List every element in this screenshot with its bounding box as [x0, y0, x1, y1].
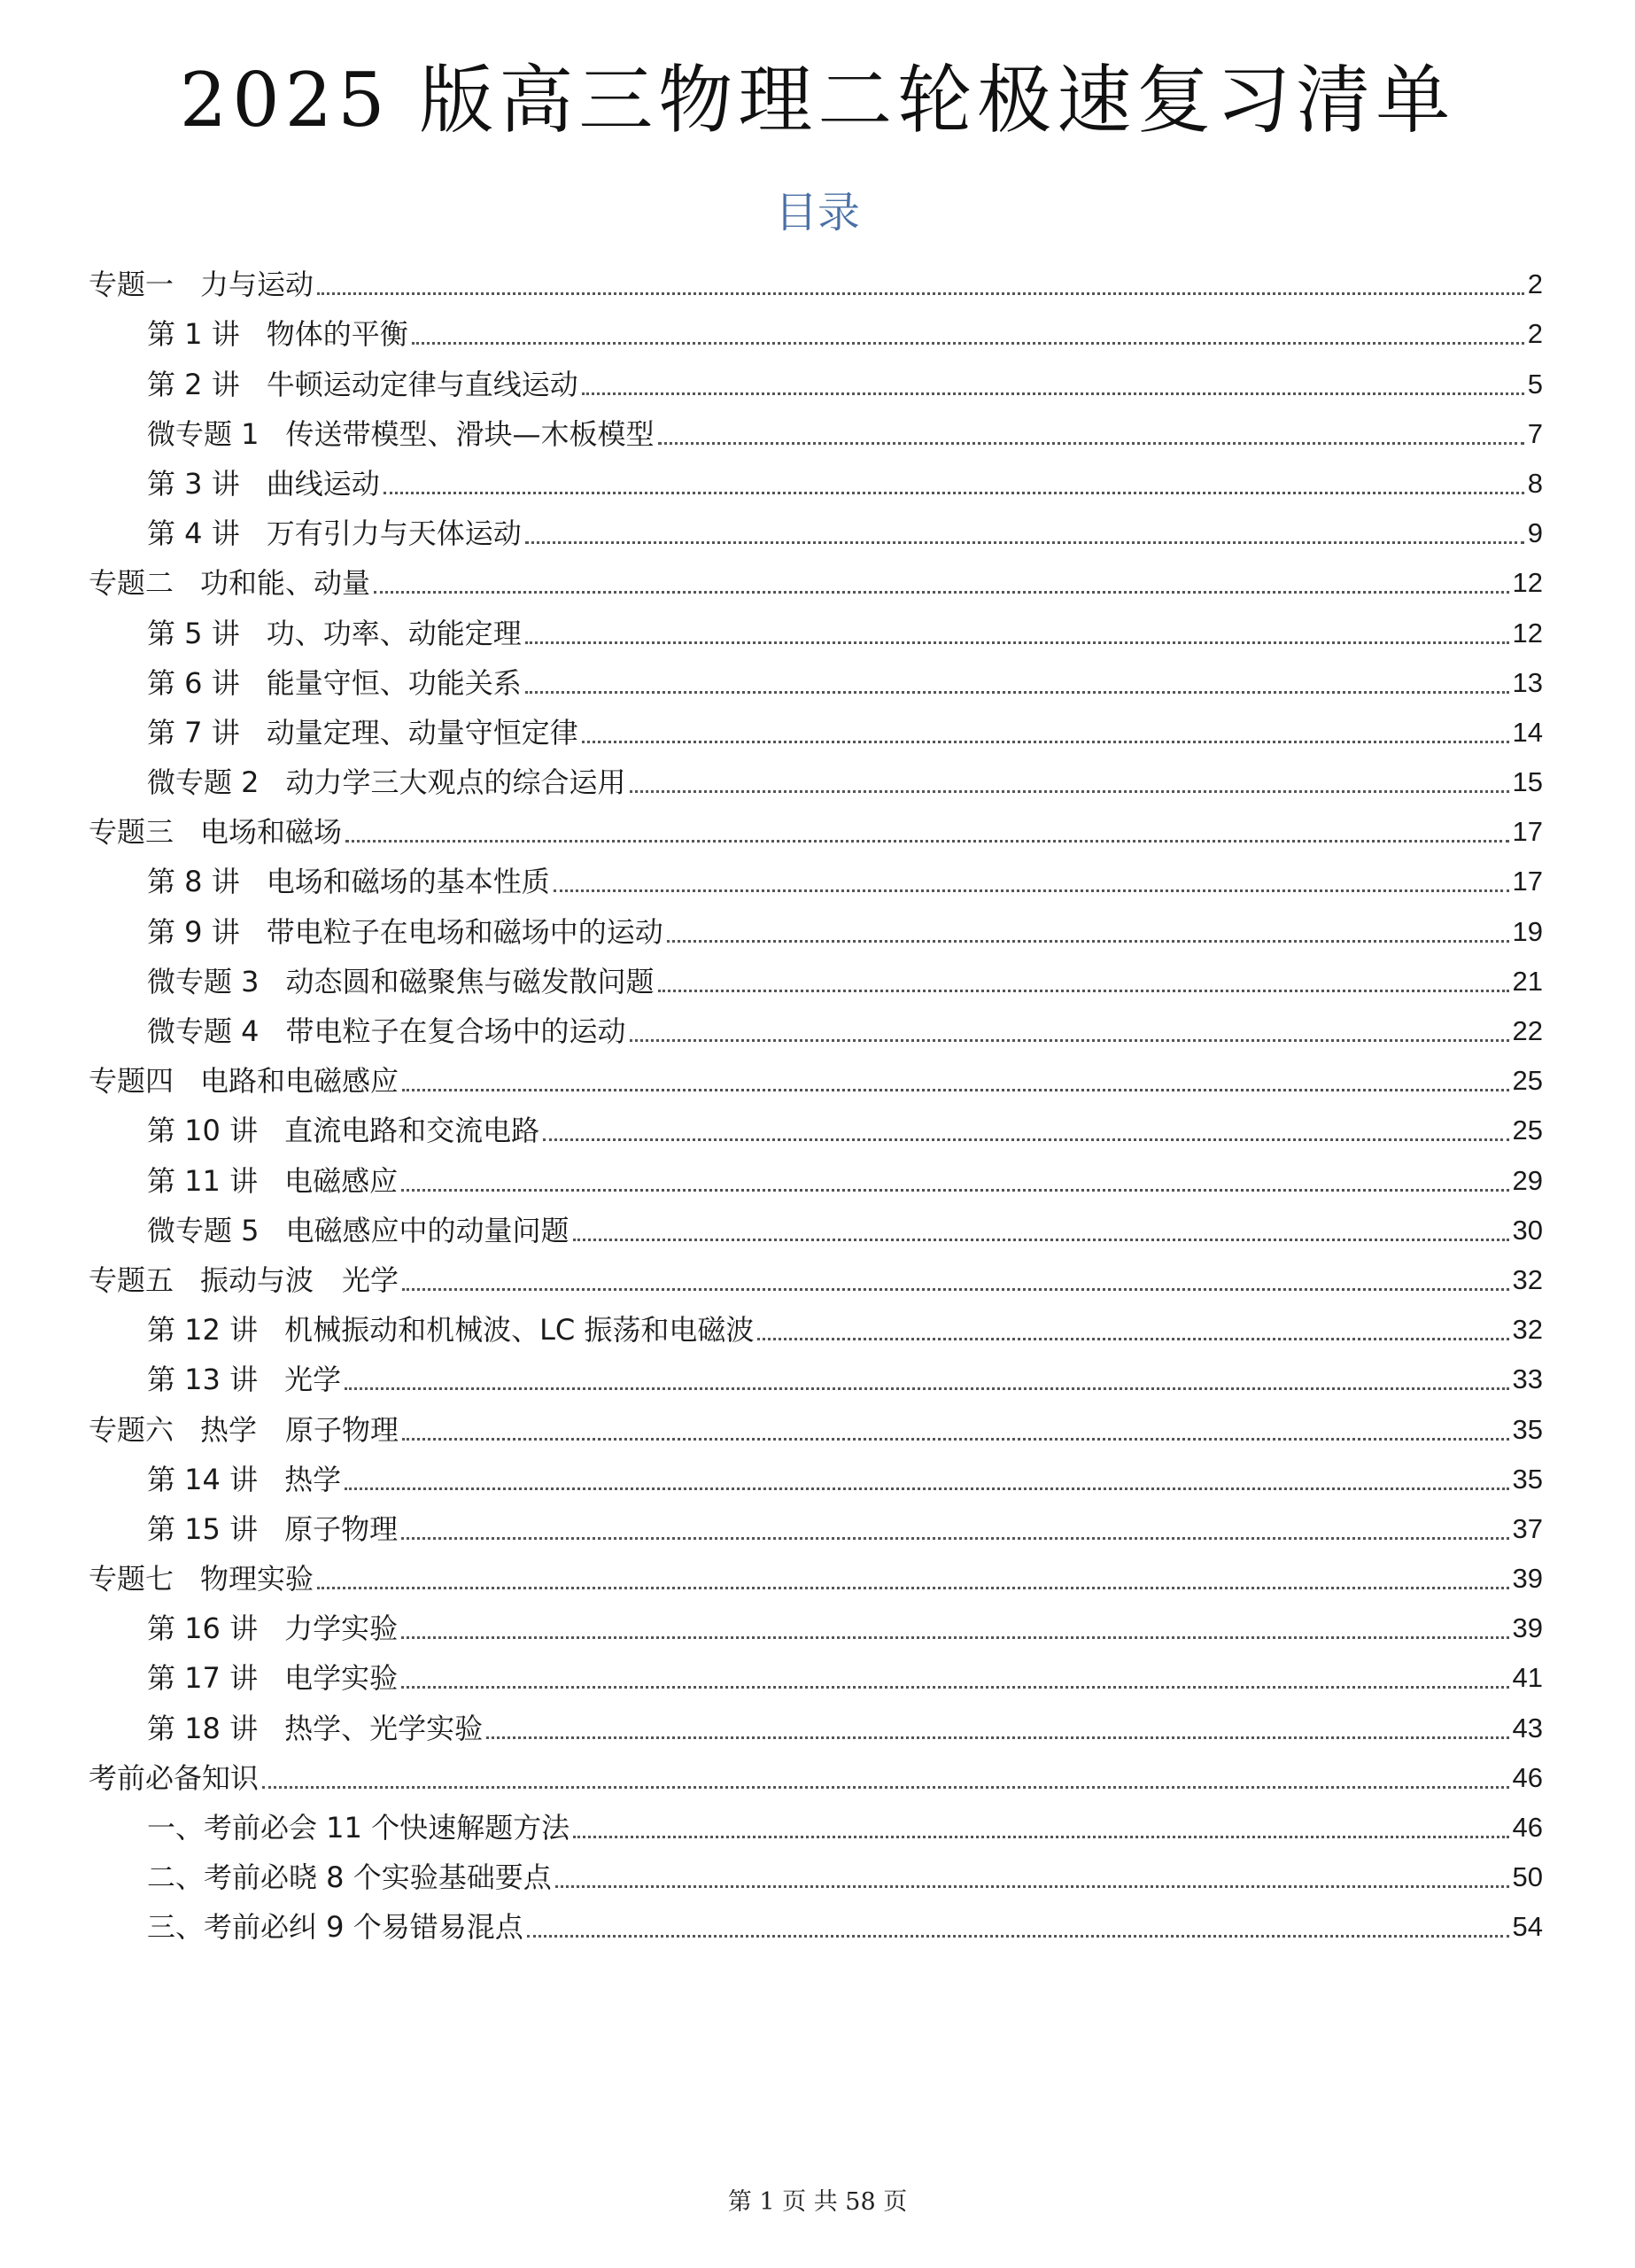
- toc-page-number: 43: [1512, 1712, 1543, 1744]
- toc-entry-label: 第 2 讲: [147, 367, 240, 401]
- toc-dot-leader: [401, 1636, 1508, 1639]
- toc-entry-label: 微专题 5: [147, 1213, 260, 1247]
- toc-entry-label: 第 15 讲: [147, 1511, 259, 1546]
- toc-entry[interactable]: [89, 1456, 1543, 1506]
- toc-entry-text: [147, 1213, 570, 1248]
- toc-entry-title: 光学: [284, 1363, 342, 1397]
- toc-entry-text: [89, 565, 370, 601]
- toc-entry-text: [147, 416, 655, 452]
- toc-entry-label: 第 7 讲: [147, 715, 240, 750]
- toc-entry-title: 二、考前必晓 8 个实验基础要点: [147, 1860, 552, 1895]
- toc-entry[interactable]: [89, 809, 1543, 858]
- toc-page-number: 41: [1512, 1662, 1543, 1694]
- toc-page-number: 35: [1512, 1463, 1543, 1495]
- toc-dot-leader: [402, 1438, 1508, 1441]
- toc-entry-text: [147, 1711, 483, 1746]
- toc-entry-label: 第 17 讲: [147, 1661, 259, 1696]
- toc-entry[interactable]: [89, 1307, 1543, 1356]
- toc-entry-label: 第 18 讲: [147, 1711, 259, 1745]
- toc-entry[interactable]: [89, 759, 1543, 809]
- toc-entry-title: 三、考前必纠 9 个易错易混点: [147, 1910, 523, 1945]
- toc-entry-text: [147, 1362, 341, 1397]
- toc-page-number: 25: [1512, 1065, 1543, 1097]
- toc-page-number: 39: [1512, 1563, 1543, 1595]
- toc-entry-text: [147, 1113, 539, 1148]
- toc-dot-leader: [412, 342, 1524, 345]
- toc-entry-text: [89, 1760, 259, 1796]
- toc-entry[interactable]: [89, 1655, 1543, 1705]
- toc-entry-title: 牛顿运动定律与直线运动: [266, 367, 578, 401]
- toc-page-number: 14: [1512, 716, 1543, 748]
- toc-dot-leader: [582, 741, 1509, 743]
- toc-entry[interactable]: [89, 1008, 1543, 1058]
- toc-entry[interactable]: [89, 411, 1543, 461]
- toc-entry-label: 第 4 讲: [147, 517, 240, 551]
- toc-dot-leader: [402, 1288, 1508, 1291]
- toc-entry-label: 专题一: [89, 268, 174, 302]
- toc-dot-leader: [317, 292, 1524, 295]
- toc-entry-title: 直流电路和交流电路: [284, 1114, 540, 1148]
- toc-entry-text: [147, 1860, 552, 1895]
- toc-entry[interactable]: [89, 261, 1543, 311]
- toc-dot-leader: [401, 1686, 1508, 1689]
- toc-entry-label: 微专题 3: [147, 964, 260, 998]
- toc-entry[interactable]: [89, 1356, 1543, 1406]
- toc-entry[interactable]: [89, 959, 1543, 1008]
- toc-entry[interactable]: [89, 1556, 1543, 1605]
- toc-entry-text: [147, 964, 655, 999]
- toc-entry-text: [147, 316, 408, 352]
- toc-entry[interactable]: [89, 1058, 1543, 1107]
- toc-entry-title: 传送带模型、滑块—木板模型: [285, 416, 655, 451]
- toc-page-number: 37: [1512, 1512, 1543, 1544]
- toc-page-number: 46: [1512, 1761, 1543, 1793]
- toc-page-number: 32: [1512, 1314, 1543, 1346]
- toc-entry-label: 第 8 讲: [147, 865, 240, 899]
- toc-entry-label: 第 3 讲: [147, 466, 240, 501]
- toc-dot-leader: [486, 1736, 1508, 1739]
- toc-page-number: 39: [1512, 1612, 1543, 1644]
- toc-entry-title: 电磁感应: [284, 1163, 399, 1198]
- toc-page-number: 7: [1527, 417, 1543, 449]
- toc-entry-text: [89, 267, 314, 302]
- toc-entry-label: 微专题 4: [147, 1014, 260, 1048]
- toc-page-number: 46: [1512, 1812, 1543, 1843]
- toc-entry-label: 第 1 讲: [147, 317, 240, 352]
- toc-entry-label: 第 9 讲: [147, 914, 240, 949]
- toc-entry-label: 专题五: [89, 1262, 174, 1297]
- toc-entry-text: [147, 1312, 754, 1348]
- toc-page-number: 13: [1512, 666, 1543, 698]
- toc-page-number: 50: [1512, 1861, 1543, 1893]
- toc-entry-label: 专题七: [89, 1562, 174, 1596]
- toc-entry-text: [147, 1462, 341, 1497]
- toc-entry[interactable]: [89, 1605, 1543, 1655]
- toc-page-number: 32: [1512, 1263, 1543, 1295]
- toc-entry-title: 原子物理: [284, 1511, 399, 1546]
- toc-entry[interactable]: [89, 1854, 1543, 1904]
- toc-entry-label: 专题四: [89, 1064, 174, 1099]
- toc-dot-leader: [573, 1239, 1509, 1241]
- toc-page-number: 30: [1512, 1214, 1543, 1246]
- toc-dot-leader: [402, 1089, 1508, 1091]
- toc-entry-label: 专题六: [89, 1412, 174, 1447]
- toc-dot-leader: [630, 1039, 1509, 1042]
- toc-entry-title: 物理实验: [200, 1562, 314, 1596]
- toc-entry[interactable]: [89, 1705, 1543, 1754]
- toc-entry-title: 力学实验: [284, 1612, 399, 1646]
- toc-entry-title: 振动与波 光学: [200, 1262, 399, 1297]
- toc-entry[interactable]: [89, 1157, 1543, 1207]
- toc-entry-label: 第 11 讲: [147, 1163, 259, 1198]
- toc-page-number: 54: [1512, 1911, 1543, 1943]
- toc-entry[interactable]: [89, 858, 1543, 908]
- toc-entry-title: 力与运动: [200, 268, 314, 302]
- toc-entry-label: 考前必备知识: [89, 1760, 260, 1795]
- toc-entry-title: 物体的平衡: [266, 317, 408, 352]
- toc-entry-text: [147, 1909, 523, 1945]
- toc-page-number: 25: [1512, 1115, 1543, 1146]
- toc-entry-title: 热学: [284, 1462, 342, 1496]
- document-title: 2025 版高三物理二轮极速复习清单: [179, 57, 1456, 144]
- toc-dot-leader: [317, 1587, 1508, 1589]
- toc-page-number: 15: [1512, 766, 1543, 798]
- toc-page-number: 17: [1512, 816, 1543, 848]
- toc-page-number: 8: [1527, 467, 1543, 499]
- toc-entry-text: [147, 616, 522, 651]
- toc-page-number: 35: [1512, 1413, 1543, 1445]
- toc-page-number: 33: [1512, 1363, 1543, 1395]
- toc-entry-text: [147, 1163, 398, 1199]
- toc-entry-title: 带电粒子在复合场中的运动: [285, 1014, 626, 1048]
- toc-entry[interactable]: [89, 311, 1543, 361]
- toc-dot-leader: [525, 641, 1509, 644]
- toc-entry[interactable]: [89, 1406, 1543, 1456]
- toc-page-number: 5: [1527, 368, 1543, 400]
- toc-entry-label: 第 6 讲: [147, 665, 240, 700]
- toc-dot-leader: [630, 790, 1509, 793]
- toc-dot-leader: [401, 1537, 1508, 1540]
- toc-entry-title: 电场和磁场的基本性质: [266, 865, 550, 899]
- toc-dot-leader: [401, 1189, 1508, 1192]
- toc-entry-label: 第 16 讲: [147, 1612, 259, 1646]
- toc-entry-label: 第 5 讲: [147, 616, 240, 650]
- toc-dot-leader: [345, 1387, 1508, 1390]
- toc-entry-label: 第 12 讲: [147, 1313, 259, 1348]
- toc-entry-text: [89, 814, 342, 850]
- toc-page-number: 2: [1527, 318, 1543, 350]
- toc-page-number: 21: [1512, 965, 1543, 997]
- toc-dot-leader: [543, 1138, 1508, 1141]
- toc-entry-text: [147, 864, 550, 899]
- toc-entry-text: [89, 1412, 399, 1448]
- toc-entry-title: 能量守恒、功能关系: [266, 665, 522, 700]
- toc-entry-label: 第 10 讲: [147, 1114, 259, 1148]
- toc-dot-leader: [658, 990, 1509, 992]
- toc-page-number: 17: [1512, 866, 1543, 897]
- toc-entry-text: [147, 914, 663, 950]
- toc-entry-label: 微专题 1: [147, 416, 260, 451]
- toc-entry-title: 机械振动和机械波、LC 振荡和电磁波: [284, 1313, 755, 1348]
- toc-dot-leader: [658, 442, 1524, 445]
- toc-entry-title: 动量定理、动量守恒定律: [266, 715, 578, 750]
- toc-entry-title: 热学 原子物理: [200, 1412, 399, 1447]
- toc-entry-label: 第 14 讲: [147, 1462, 259, 1496]
- toc-page-number: 9: [1527, 517, 1543, 549]
- toc-entry-title: 一、考前必会 11 个快速解题方法: [147, 1811, 570, 1845]
- toc-dot-leader: [555, 1885, 1509, 1888]
- toc-entry-label: 专题二: [89, 566, 174, 601]
- toc-entry-title: 电路和电磁感应: [200, 1064, 399, 1099]
- toc-entry-text: [147, 765, 626, 800]
- toc-page-number: 19: [1512, 915, 1543, 947]
- toc-dot-leader: [374, 591, 1508, 594]
- toc-page-number: 12: [1512, 617, 1543, 649]
- toc-entry[interactable]: [89, 560, 1543, 610]
- toc-page-number: 2: [1527, 268, 1543, 300]
- toc-dot-leader: [525, 541, 1524, 544]
- toc-entry-label: 微专题 2: [147, 765, 260, 800]
- toc-entry-text: [147, 1511, 398, 1547]
- toc-entry-title: 万有引力与天体运动: [266, 517, 522, 551]
- toc-entry-title: 功、功率、动能定理: [266, 616, 522, 650]
- toc-entry-text: [147, 516, 522, 551]
- toc-page-number: 29: [1512, 1164, 1543, 1196]
- toc-entry-title: 电场和磁场: [200, 815, 343, 850]
- toc-entry-text: [89, 1561, 314, 1596]
- toc-dot-leader: [573, 1836, 1508, 1838]
- toc-entry-text: [147, 1810, 570, 1845]
- toc-entry-text: [89, 1262, 399, 1298]
- toc-heading: 目录: [774, 188, 860, 237]
- toc-entry-text: [147, 1014, 626, 1049]
- toc-dot-leader: [527, 1935, 1509, 1938]
- toc-dot-leader: [582, 392, 1524, 395]
- toc-page-number: 12: [1512, 567, 1543, 599]
- toc-entry-text: [147, 665, 522, 701]
- toc-entry[interactable]: [89, 710, 1543, 759]
- toc-entry-title: 电磁感应中的动量问题: [285, 1213, 570, 1247]
- toc-entry-text: [147, 1611, 398, 1646]
- toc-dot-leader: [757, 1338, 1508, 1340]
- toc-dot-leader: [554, 889, 1509, 892]
- toc-entry-title: 动力学三大观点的综合运用: [285, 765, 626, 800]
- toc-entry[interactable]: [89, 660, 1543, 710]
- toc-entry-title: 动态圆和磁聚焦与磁发散问题: [285, 964, 655, 998]
- toc-entry[interactable]: [89, 1107, 1543, 1157]
- toc-dot-leader: [345, 840, 1508, 843]
- toc-entry[interactable]: [89, 1755, 1543, 1805]
- toc-entry[interactable]: [89, 908, 1543, 958]
- toc-entry-label: 专题三: [89, 815, 174, 850]
- table-of-contents: [89, 261, 1543, 1953]
- toc-dot-leader: [667, 940, 1509, 943]
- toc-entry-label: 第 13 讲: [147, 1363, 259, 1397]
- toc-page-number: 22: [1512, 1015, 1543, 1046]
- toc-entry-title: 带电粒子在电场和磁场中的运动: [266, 914, 663, 949]
- toc-entry[interactable]: [89, 1506, 1543, 1556]
- toc-entry[interactable]: [89, 1904, 1543, 1953]
- toc-entry[interactable]: [89, 461, 1543, 510]
- toc-dot-leader: [525, 691, 1509, 694]
- toc-entry-text: [147, 1660, 398, 1696]
- toc-entry-title: 电学实验: [284, 1661, 399, 1696]
- toc-entry-title: 曲线运动: [266, 466, 380, 501]
- toc-dot-leader: [262, 1786, 1509, 1789]
- toc-entry[interactable]: [89, 1257, 1543, 1307]
- toc-entry-text: [147, 466, 380, 501]
- toc-entry[interactable]: [89, 361, 1543, 410]
- page-footer: 第 1 页 共 58 页: [727, 2188, 908, 2216]
- toc-entry-title: 功和能、动量: [200, 566, 371, 601]
- toc-entry-title: 热学、光学实验: [284, 1711, 484, 1745]
- toc-entry-text: [147, 367, 578, 402]
- toc-entry[interactable]: [89, 510, 1543, 560]
- toc-entry[interactable]: [89, 610, 1543, 659]
- toc-dot-leader: [345, 1487, 1508, 1490]
- toc-entry-text: [89, 1063, 399, 1099]
- toc-dot-leader: [384, 492, 1524, 494]
- toc-entry[interactable]: [89, 1805, 1543, 1854]
- toc-entry-text: [147, 715, 578, 750]
- toc-entry[interactable]: [89, 1208, 1543, 1257]
